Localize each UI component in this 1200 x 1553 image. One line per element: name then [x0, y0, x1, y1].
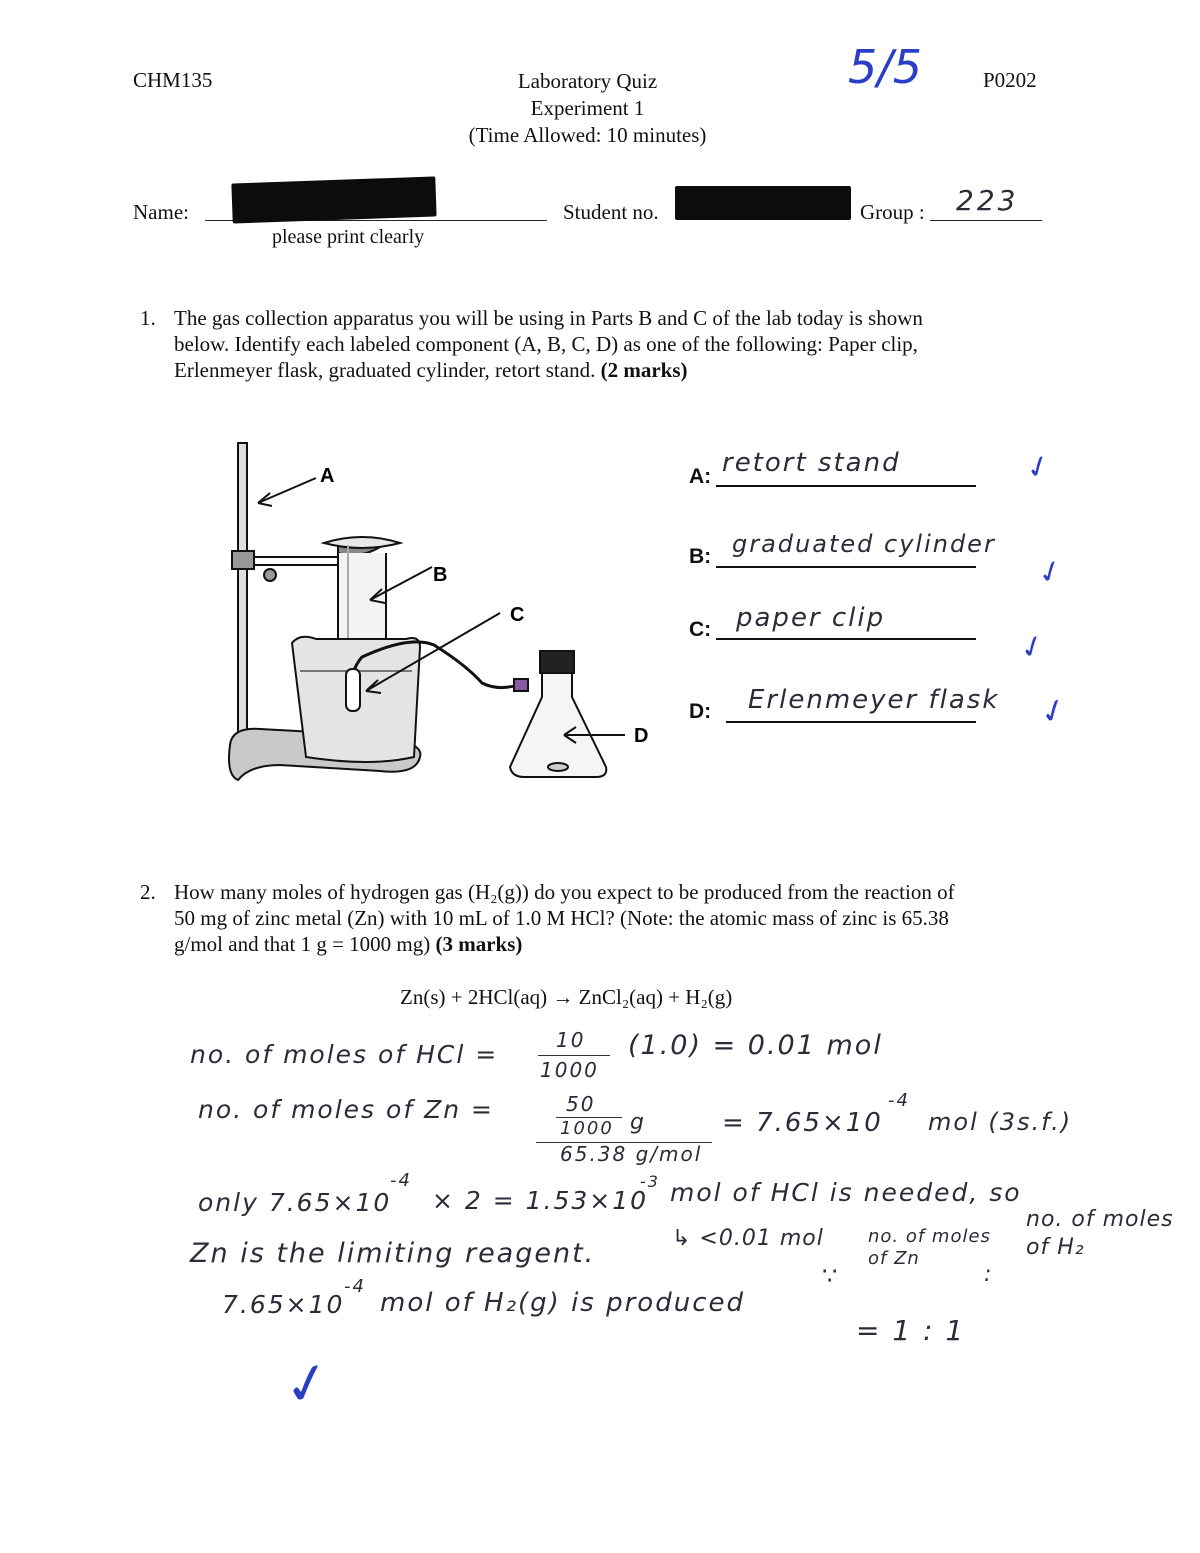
work-line-4-ratio-a: no. of moles of Zn [868, 1226, 991, 1269]
q2-number: 2. [140, 880, 156, 904]
work-line-4-arrow: ↳ <0.01 mol [672, 1226, 824, 1251]
answer-c-label: C: [689, 618, 712, 641]
q1-text [174, 305, 1054, 383]
course-code: CHM135 [133, 68, 213, 92]
answer-a-check-icon: ✓ [1021, 447, 1057, 488]
group-field[interactable] [930, 218, 1042, 221]
q1-number: 1. [140, 306, 156, 330]
answer-d-value[interactable]: Erlenmeyer flask [748, 685, 1000, 715]
work-line-2-num-top: 50 [566, 1092, 596, 1116]
title-line-2: Experiment 1 [530, 96, 645, 120]
work-line-5-a: 7.65×10 [222, 1290, 345, 1319]
diagram-label-a: A [320, 465, 335, 487]
apparatus-diagram [220, 435, 670, 785]
answer-d-line [726, 721, 976, 723]
answer-c-check-icon: ✓ [1015, 627, 1051, 668]
student-no-redaction [675, 186, 851, 220]
work-line-2-exp: -4 [888, 1090, 910, 1111]
q2-marks: (3 marks) [435, 932, 523, 956]
title-line-1: Laboratory Quiz [517, 69, 658, 93]
retort-stand-rod [238, 443, 247, 743]
work-line-5-ratio: = 1 : 1 [856, 1314, 966, 1347]
answer-a-line [716, 485, 976, 487]
reaction-equation: Zn(s) + 2HCl(aq) → ZnCl₂(aq) + H₂(g) [400, 985, 733, 1009]
answer-d-label: D: [689, 700, 712, 723]
work-line-2-result: = 7.65×10 [722, 1108, 883, 1138]
q2-text-line-2: 50 mg of zinc metal (Zn) with 10 mL of 1.0 M HCl? (Note: the atomic mass of zinc is 65.38 [174, 906, 949, 930]
diagram-label-b: B [433, 564, 448, 586]
work-line-2-unit: g [630, 1110, 646, 1135]
answer-c-value[interactable]: paper clip [736, 603, 886, 633]
work-line-3-b: × 2 = 1.53×10 [432, 1186, 649, 1215]
answer-b-value[interactable]: graduated cylinder [732, 530, 996, 558]
paper-code: P0202 [983, 68, 1037, 92]
answer-b-label: B: [689, 545, 712, 568]
group-label: Group : [860, 200, 925, 224]
answer-a-value[interactable]: retort stand [722, 448, 901, 478]
q1-text-line-3: Erlenmeyer flask, graduated cylinder, retort stand. [174, 358, 596, 382]
quiz-title [400, 68, 775, 149]
q1-text-line-2: below. Identify each labeled component (A, B, C, D) as one of the following: Paper clip, [174, 332, 918, 356]
answer-c-line [716, 638, 976, 640]
work-line-4-a: Zn is the limiting reagent. [190, 1238, 596, 1269]
answer-b-check-icon: ✓ [1033, 552, 1069, 593]
q2-text [174, 879, 1074, 957]
work-line-1-rest: (1.0) = 0.01 mol [628, 1030, 883, 1061]
q2-check-icon: ✓ [278, 1349, 337, 1421]
work-line-2-tail: mol (3s.f.) [928, 1108, 1073, 1136]
work-line-2-den: 65.38 g/mol [560, 1142, 703, 1166]
q2-text-line-1: How many moles of hydrogen gas (H₂(g)) do you expect to be produced from the reaction of [174, 880, 955, 904]
name-hint: please print clearly [272, 226, 425, 248]
diagram-label-d: D [634, 725, 649, 747]
q2-text-line-3: g/mol and that 1 g = 1000 mg) [174, 932, 431, 956]
clamp-boss [232, 551, 254, 569]
score-mark: 5/5 [848, 40, 923, 94]
name-redaction [231, 176, 436, 223]
q1-text-line-1: The gas collection apparatus you will be using in Parts B and C of the lab today is shown [174, 306, 923, 330]
name-label: Name: [133, 200, 189, 224]
answer-a-label: A: [689, 465, 712, 488]
work-line-3-exp2: -3 [640, 1172, 660, 1191]
work-line-2-label: no. of moles of Zn = [198, 1095, 494, 1124]
group-value: 223 [956, 184, 1019, 217]
work-line-3-c: mol of HCl is needed, so [670, 1178, 1022, 1207]
work-line-4-ratio-b: no. of moles of H₂ [1026, 1207, 1174, 1260]
title-line-3: (Time Allowed: 10 minutes) [468, 123, 707, 147]
q1-marks: (2 marks) [600, 358, 688, 382]
work-line-5-b: mol of H₂(g) is produced [380, 1288, 745, 1318]
work-line-3-exp: -4 [390, 1170, 412, 1191]
work-line-2-num-bottom: 1000 [560, 1118, 614, 1139]
answer-b-line [716, 566, 976, 568]
work-line-1-den: 1000 [540, 1058, 599, 1082]
work-line-5-because: ∵ [822, 1262, 840, 1290]
work-line-1-label: no. of moles of HCl = [190, 1040, 499, 1069]
paper-clip [514, 679, 528, 691]
work-line-5-exp: -4 [344, 1276, 366, 1297]
work-line-1-num: 10 [556, 1028, 586, 1052]
work-line-4-colon: : [984, 1262, 994, 1287]
answer-d-check-icon: ✓ [1034, 689, 1073, 733]
student-no-label: Student no. [563, 200, 659, 224]
work-line-3-a: only 7.65×10 [198, 1188, 392, 1217]
flask-stopper [540, 651, 574, 673]
diagram-label-c: C [510, 604, 525, 626]
